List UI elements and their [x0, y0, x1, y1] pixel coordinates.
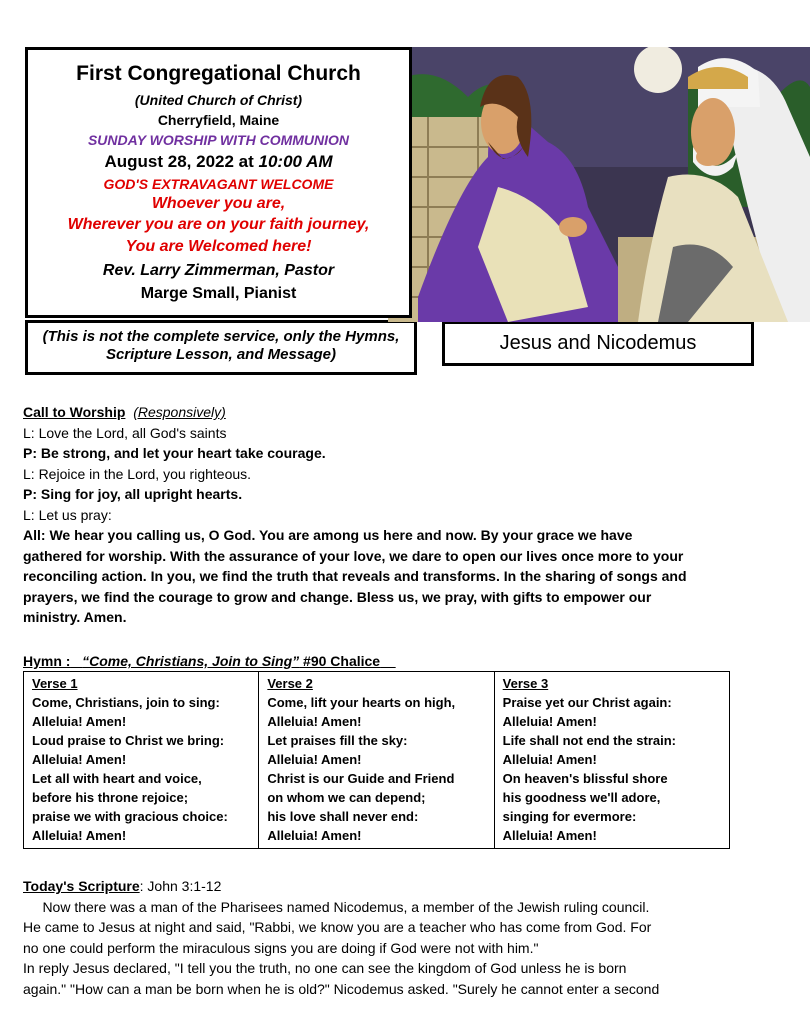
service-date	[28, 152, 409, 172]
litany-line: P: Be strong, and let your heart take courage.	[23, 445, 326, 461]
welcome-line-1: Whoever you are,	[151, 195, 286, 213]
verse-heading: Verse 1	[32, 676, 78, 691]
prayer-line: prayers, we find the courage to grow and change. Bless us, we pray, with gifts to empower our	[23, 588, 652, 605]
scripture-line: In reply Jesus declared, "I tell you the truth, no one can see the kingdom of God unless he is born	[23, 960, 627, 976]
call-to-worship-heading	[23, 402, 793, 423]
verse-line: before his throne rejoice;	[32, 790, 189, 805]
verse-2-cell	[259, 672, 494, 849]
verse-1-cell	[24, 672, 259, 849]
verse-line: Come, lift your hearts on high,	[267, 695, 456, 710]
service-note: (This is not the complete service, only the Hymns, Scripture Lesson, and Message)	[25, 320, 417, 375]
date-text: August 28, 2022 at	[104, 152, 259, 172]
hymn-label: Hymn :	[23, 653, 71, 669]
illustration-graphic	[388, 47, 810, 322]
verse-line: Alleluia! Amen!	[502, 714, 597, 729]
verse-line: Alleluia! Amen!	[267, 714, 362, 729]
welcome-line-3: You are Welcomed here!	[125, 237, 312, 255]
image-caption: Jesus and Nicodemus	[442, 321, 754, 366]
church-header	[25, 47, 412, 318]
scripture-line: He came to Jesus at night and said, "Rabbi, we know you are a teacher who has come from God. For	[23, 919, 652, 935]
verse-heading: Verse 3	[502, 676, 549, 691]
scripture-reference: : John 3:1-12	[139, 878, 222, 894]
service-type: SUNDAY WORSHIP WITH COMMUNION	[87, 132, 350, 149]
jesus-nicodemus-illustration	[388, 47, 810, 322]
table-row	[24, 672, 730, 849]
prayer-line: All: We hear you calling us, O God. You are among us here and now. By your grace we have	[23, 527, 633, 543]
verse-line: Alleluia! Amen!	[267, 828, 362, 843]
hymn-title: “Come, Christians, Join to Sing”	[82, 653, 300, 669]
verse-line: Alleluia! Amen!	[32, 714, 127, 729]
verse-line: Alleluia! Amen!	[32, 828, 127, 843]
scripture-line: Now there was a man of the Pharisees named Nicodemus, a member of the Jewish ruling council.	[23, 898, 650, 915]
location: Cherryfield, Maine	[157, 112, 280, 129]
call-to-worship-title: Call to Worship	[23, 404, 126, 420]
verse-line: Praise yet our Christ again:	[502, 695, 672, 710]
theme: GOD'S EXTRAVAGANT WELCOME	[103, 175, 334, 192]
verse-line: Loud praise to Christ we bring:	[32, 733, 225, 748]
verse-line: Let praises fill the sky:	[267, 733, 408, 748]
hymn-number: #90 Chalice	[299, 653, 381, 669]
verse-line: Come, Christians, join to sing:	[32, 695, 220, 710]
verse-line: Life shall not end the strain:	[502, 733, 677, 748]
scripture-heading	[23, 876, 793, 897]
verse-heading: Verse 2	[267, 676, 313, 691]
responsively-label: (Responsively)	[133, 404, 226, 420]
call-to-worship-section	[23, 402, 793, 628]
hymn-heading	[23, 651, 793, 672]
verse-line: singing for evermore:	[502, 809, 637, 824]
verse-line: Alleluia! Amen!	[267, 752, 362, 767]
prayer-line: ministry. Amen.	[23, 609, 127, 625]
verse-line: praise we with gracious choice:	[32, 809, 228, 824]
verse-line: On heaven's blissful shore	[502, 771, 668, 786]
scripture-line: again." "How can a man be born when he is old?" Nicodemus asked. "Surely he cannot enter a second	[23, 980, 660, 997]
prayer-line: reconciling action. In you, we find the truth that reveals and transforms. In the sharing of songs and	[23, 568, 687, 584]
verse-line: Alleluia! Amen!	[502, 828, 597, 843]
litany-line: P: Sing for joy, all upright hearts.	[23, 486, 243, 502]
verse-line: his love shall never end:	[267, 809, 419, 824]
verse-line: Christ is our Guide and Friend	[267, 771, 455, 786]
prayer-line: gathered for worship. With the assurance of your love, we dare to open our lives once more to your	[23, 547, 684, 564]
verse-line: his goodness we'll adore,	[502, 790, 661, 805]
time-text: 10:00 AM	[258, 152, 333, 172]
scripture-section	[23, 876, 793, 999]
pianist: Marge Small, Pianist	[140, 284, 297, 302]
litany-line: L: Let us pray:	[23, 506, 112, 523]
scripture-title: Today's Scripture	[23, 878, 140, 894]
welcome-line-2: Wherever you are on your faith journey,	[67, 216, 370, 234]
scripture-line: no one could perform the miraculous signs you are doing if God were not with him."	[23, 939, 539, 956]
verse-3-cell	[494, 672, 729, 849]
verse-line: Let all with heart and voice,	[32, 771, 202, 786]
church-name: First Congregational Church	[76, 62, 361, 85]
verse-line: Alleluia! Amen!	[502, 752, 597, 767]
pastor: Rev. Larry Zimmerman, Pastor	[102, 262, 335, 280]
verse-line: on whom we can depend;	[267, 790, 426, 805]
verse-line: Alleluia! Amen!	[32, 752, 127, 767]
litany-line: L: Rejoice in the Lord, you righteous.	[23, 465, 252, 482]
hymn-verses-table	[23, 671, 730, 849]
denomination: (United Church of Christ)	[134, 92, 303, 109]
litany-line: L: Love the Lord, all God's saints	[23, 424, 227, 441]
